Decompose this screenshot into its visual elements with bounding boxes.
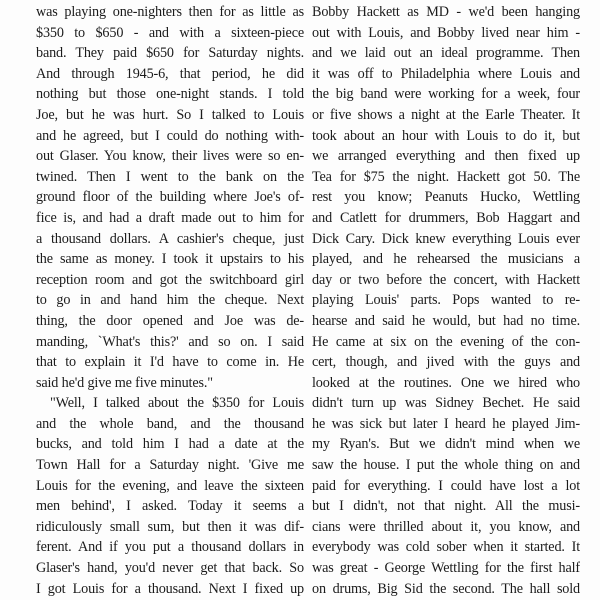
text-line: that to explain it I'd have to come in. He xyxy=(36,354,304,371)
text-line: Dick Cary. Dick knew everything Louis ever xyxy=(312,230,580,247)
text-line: we arranged everything and then fixed up xyxy=(312,148,580,165)
text-line: nothing but those one-night stands. I told xyxy=(36,86,304,103)
text-line: looked at the routines. One we hired who xyxy=(312,374,580,391)
text-line: played, and he rehearsed the musicians a xyxy=(312,251,580,268)
text-line: fice is, and had a draft made out to him for xyxy=(36,209,304,226)
text-line: cert, though, and jived with the guys and xyxy=(312,354,580,371)
text-line: it was off to Philadelphia where Louis and xyxy=(312,65,580,82)
text-line: to go in and hand him the cheque. Next xyxy=(36,292,304,309)
text-line: $350 to $650 - and with a sixteen-piece xyxy=(36,24,304,41)
text-line: out Glaser. You know, their lives were so en- xyxy=(36,148,304,165)
text-line: bucks, and told him I had a date at the xyxy=(36,436,304,453)
text-line: manding, `What's this?' and so on. I said xyxy=(36,333,304,350)
text-line: Bobby Hackett as MD - we'd been hanging xyxy=(312,4,580,20)
text-line: or five shows a night at the Earle Theater. It xyxy=(312,106,580,123)
text-line: said he'd give me five minutes." xyxy=(36,374,213,391)
text-line: I got Louis for a thousand. Next I fixed up xyxy=(36,580,304,597)
text-line: but I didn't, not that night. All the musi- xyxy=(312,498,580,515)
text-line: took about an hour with Louis to do it, but xyxy=(312,127,580,144)
text-line: Louis for the evening, and leave the sixteen xyxy=(36,477,304,494)
text-line: Joe, but he was hurt. So I talked to Louis xyxy=(36,106,304,123)
text-line: the same as money. I took it upstairs to his xyxy=(36,251,304,268)
text-line: twined. Then I went to the bank on the xyxy=(36,168,304,185)
text-line: was playing one-nighters then for as little as xyxy=(36,4,304,20)
text-line: my Ryan's. But we didn't mind when we xyxy=(312,436,580,453)
text-line: Glaser's hand, you'd never get that back. So xyxy=(36,560,304,577)
text-line: saw the house. I put the whole thing on and xyxy=(312,457,580,474)
text-line: Town Hall for a Saturday night. 'Give me xyxy=(36,457,304,474)
text-line: men behind', I asked. Today it seems a xyxy=(36,498,304,515)
text-line: out with Louis, and Bobby lived near him - xyxy=(312,24,580,41)
text-line: day or two before the concert, with Hackett xyxy=(312,271,580,288)
text-line: paid for everything. I could have lost a lot xyxy=(312,477,580,494)
text-line: a thousand dollars. A cashier's cheque, just xyxy=(36,230,304,247)
text-line: And through 1945-6, that period, he did xyxy=(36,65,304,82)
text-line: playing Louis' parts. Pops wanted to re- xyxy=(312,292,580,309)
text-line: cians were thrilled about it, you know, and xyxy=(312,518,580,535)
text-line: He came at six on the evening of the con- xyxy=(312,333,580,350)
text-line: on drums, Big Sid the second. The hall sold xyxy=(312,580,580,597)
text-line: the big band were working for a week, four xyxy=(312,86,580,103)
text-line: and he agreed, but I could do nothing with- xyxy=(36,127,304,144)
text-line: ferent. And if you put a thousand dollars in xyxy=(36,539,304,556)
text-line: band. They paid $650 for Saturday nights. xyxy=(36,45,304,62)
text-line: ground floor of the building where Joe's of- xyxy=(36,189,304,206)
right-text-column xyxy=(312,2,580,599)
text-line: ridiculously small sum, but then it was dif- xyxy=(36,518,304,535)
text-line: hearse and said he would, but had no time. xyxy=(312,312,580,329)
text-line: "Well, I talked about the $350 for Louis xyxy=(50,395,304,412)
text-line: Tea for $75 the night. Hackett got 50. The xyxy=(312,168,580,185)
text-line: everybody was cold sober when it started. It xyxy=(312,539,580,556)
text-line: and the whole band, and the thousand xyxy=(36,415,304,432)
text-line: reception room and got the switchboard girl xyxy=(36,271,304,288)
text-line: and we laid out an ideal programme. Then xyxy=(312,45,580,62)
text-line: and Catlett for drummers, Bob Haggart and xyxy=(312,209,580,226)
text-line: he was sick but later I heard he played Jim- xyxy=(312,415,580,432)
text-line: didn't turn up was Sidney Bechet. He said xyxy=(312,395,580,412)
left-text-column xyxy=(36,2,304,599)
text-line: rest you know; Peanuts Hucko, Wettling xyxy=(312,189,580,206)
text-line: was great - George Wettling for the first half xyxy=(312,560,580,577)
text-line: thing, the door opened and Joe was de- xyxy=(36,312,304,329)
